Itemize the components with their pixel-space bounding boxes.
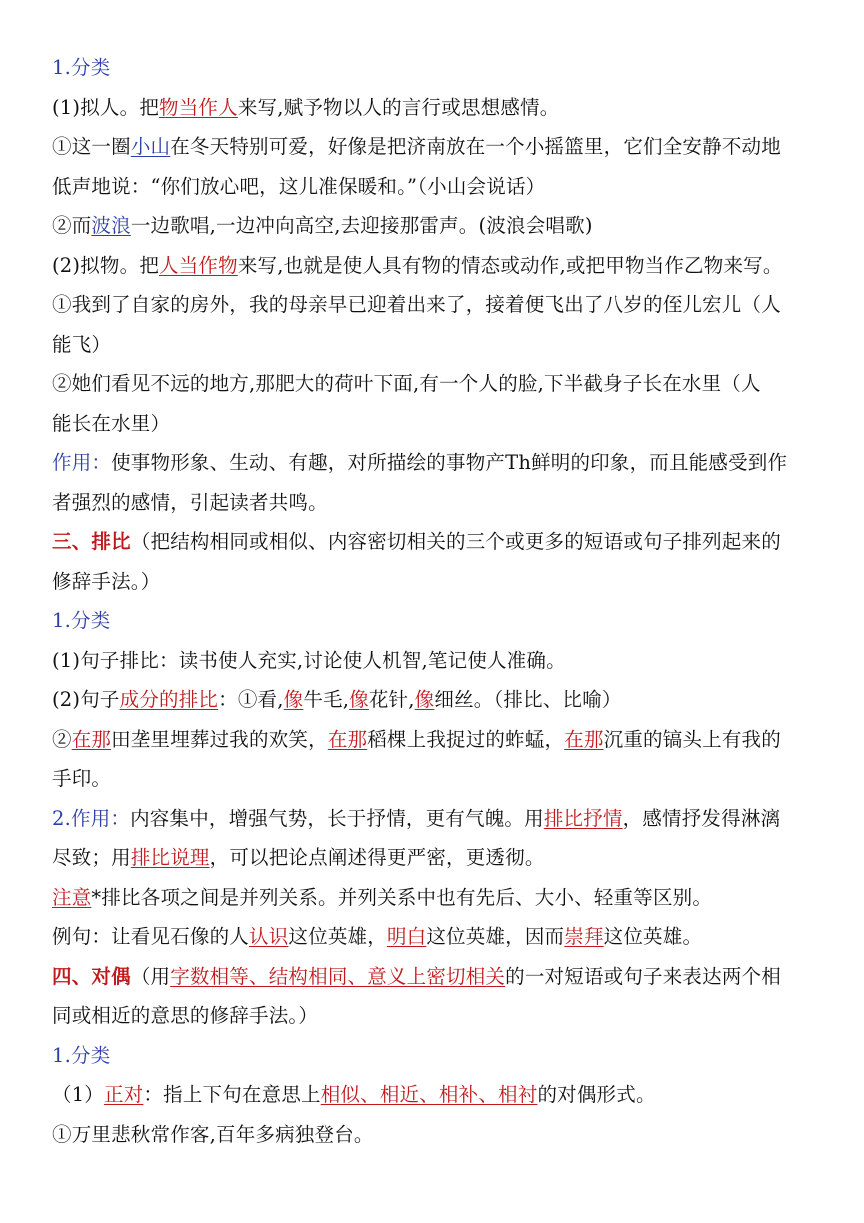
- example-line: [52, 680, 822, 720]
- example-line: ①万里悲秋常作客,百年多病独登台。: [52, 1122, 374, 1146]
- text: ①这一圈: [52, 135, 131, 158]
- section-description: 同或相近的意思的修辞手法。）: [52, 1004, 319, 1027]
- example-line: ②她们看见不远的地方,那肥大的荷叶下面,有一个人的脸,下半截身子长在水里（人: [52, 372, 761, 395]
- text: 的一对短语或句子来表达两个相: [505, 964, 781, 988]
- text: 田垄里埋葬过我的欢笑，: [111, 727, 328, 751]
- function-label: 2.作用：: [52, 806, 131, 830]
- text: 这位英雄。: [603, 925, 703, 948]
- keyword-underlined: 排比说理: [130, 846, 210, 869]
- keyword-underlined: 像: [349, 688, 369, 711]
- keyword-underlined: 成分的排比: [119, 688, 219, 711]
- example-line: [52, 127, 822, 167]
- section-title-antithesis: [52, 957, 822, 997]
- text: (1)拟人。把: [52, 95, 160, 119]
- note-paragraph: [52, 878, 822, 918]
- keyword-underlined: 崇拜: [564, 925, 604, 948]
- example-line: [52, 1075, 822, 1115]
- text: ：①看,: [218, 688, 284, 711]
- text: 在冬天特别可爱，好像是把济南放在一个小摇篮里，它们全安静不动地: [170, 135, 781, 158]
- text: 稻棵上我捉过的蚱蜢，: [367, 727, 565, 751]
- text: 例句：让看见石像的人: [52, 925, 250, 948]
- keyword-underlined: 物当作人: [159, 95, 238, 119]
- text: *排比各项之间是并列关系。并列关系中也有先后、大小、轻重等区别。: [91, 885, 713, 909]
- example-line: 能长在水里）: [52, 411, 171, 435]
- note-label: 注意: [52, 885, 92, 909]
- keyword-underlined: 正对: [104, 1083, 144, 1106]
- function-label: 作用：: [52, 451, 112, 474]
- section-description: 修辞手法。）: [52, 569, 161, 593]
- text: 来写,赋予物以人的言行或思想感情。: [237, 95, 560, 119]
- text: 一边歌唱,一边冲向高空,去迎接那雷声。(波浪会唱歌): [130, 214, 593, 237]
- keyword-underlined: 在那: [564, 727, 604, 751]
- keyword-underlined: 像: [414, 688, 435, 711]
- example-line: 手印。: [52, 767, 112, 790]
- section-title-parallelism: [52, 522, 822, 562]
- text: 尽致；用: [52, 846, 131, 869]
- section-heading-classification: 1.分类: [52, 1043, 111, 1067]
- example-line: 低声地说：“你们放心吧，这儿准保暖和。”（小山会说话）: [52, 174, 546, 198]
- text: ：指上下句在意思上: [143, 1083, 321, 1106]
- text: (2)拟物。把: [52, 253, 160, 277]
- keyword-underlined: 在那: [327, 727, 368, 751]
- keyword-underlined: 像: [283, 688, 304, 711]
- example-line: [52, 206, 822, 246]
- section-heading-classification: 1.分类: [52, 609, 111, 632]
- paragraph-personification-def: [52, 88, 822, 128]
- text: （1）: [52, 1083, 105, 1106]
- example-line: (1)句子排比：读书使人充实,讨论使人机智,笔记使人准确。: [52, 648, 566, 672]
- example-line: [52, 720, 822, 760]
- keyword-underlined: 认识: [249, 925, 289, 948]
- function-paragraph: [52, 838, 822, 878]
- text: ②: [52, 727, 72, 751]
- text: 的对偶形式。: [537, 1083, 656, 1106]
- text: ②而: [52, 214, 92, 237]
- text: ，感情抒发得淋漓: [622, 806, 781, 830]
- section-title: 四、对偶: [52, 964, 131, 988]
- text: 来写,也就是使人具有物的情态或动作,或把甲物当作乙物来写。: [237, 253, 783, 277]
- keyword-underlined: 字数相等、结构相同、意义上密切相关: [170, 964, 506, 988]
- text: （把结构相同或相似、内容密切相关的三个或更多的短语或句子排列起来的: [130, 530, 781, 553]
- text: （用: [130, 964, 171, 988]
- keyword-underlined: 在那: [71, 727, 112, 751]
- example-line: 能飞）: [52, 332, 112, 356]
- keyword-underlined: 小山: [130, 135, 171, 158]
- text: (2)句子: [52, 688, 120, 711]
- example-line: [52, 917, 822, 957]
- function-paragraph: [52, 443, 822, 483]
- text: ，可以把论点阐述得更严密，更透彻。: [209, 846, 545, 869]
- text: 这位英雄，因而: [426, 925, 565, 948]
- keyword-underlined: 波浪: [91, 214, 131, 237]
- example-line: ①我到了自家的房外，我的母亲早已迎着出来了，接着便飞出了八岁的侄儿宏儿（人: [52, 293, 781, 316]
- section-heading-classification: 1.分类: [52, 56, 111, 79]
- keyword-underlined: 人当作物: [159, 253, 238, 277]
- text: 这位英雄，: [288, 925, 387, 948]
- section-title: 三、排比: [52, 530, 131, 553]
- text: 内容集中，增强气势，长于抒情，更有气魄。用: [130, 806, 544, 830]
- paragraph-objectification-def: [52, 246, 822, 286]
- keyword-underlined: 明白: [386, 925, 427, 948]
- keyword-underlined: 排比抒情: [543, 806, 623, 830]
- text: 牛毛,: [303, 688, 350, 711]
- function-paragraph: 者强烈的感情，引起读者共鸣。: [52, 490, 328, 514]
- text: 花针,: [368, 688, 415, 711]
- text: 沉重的镐头上有我的: [603, 727, 781, 751]
- text: 细丝。（排比、比喻）: [434, 688, 622, 711]
- function-paragraph: [52, 799, 822, 839]
- document-page: [52, 48, 822, 1154]
- keyword-underlined: 相似、相近、相补、相衬: [320, 1083, 538, 1106]
- text: 使事物形象、生动、有趣，对所描绘的事物产Th鲜明的印象，而且能感受到作: [111, 451, 788, 474]
